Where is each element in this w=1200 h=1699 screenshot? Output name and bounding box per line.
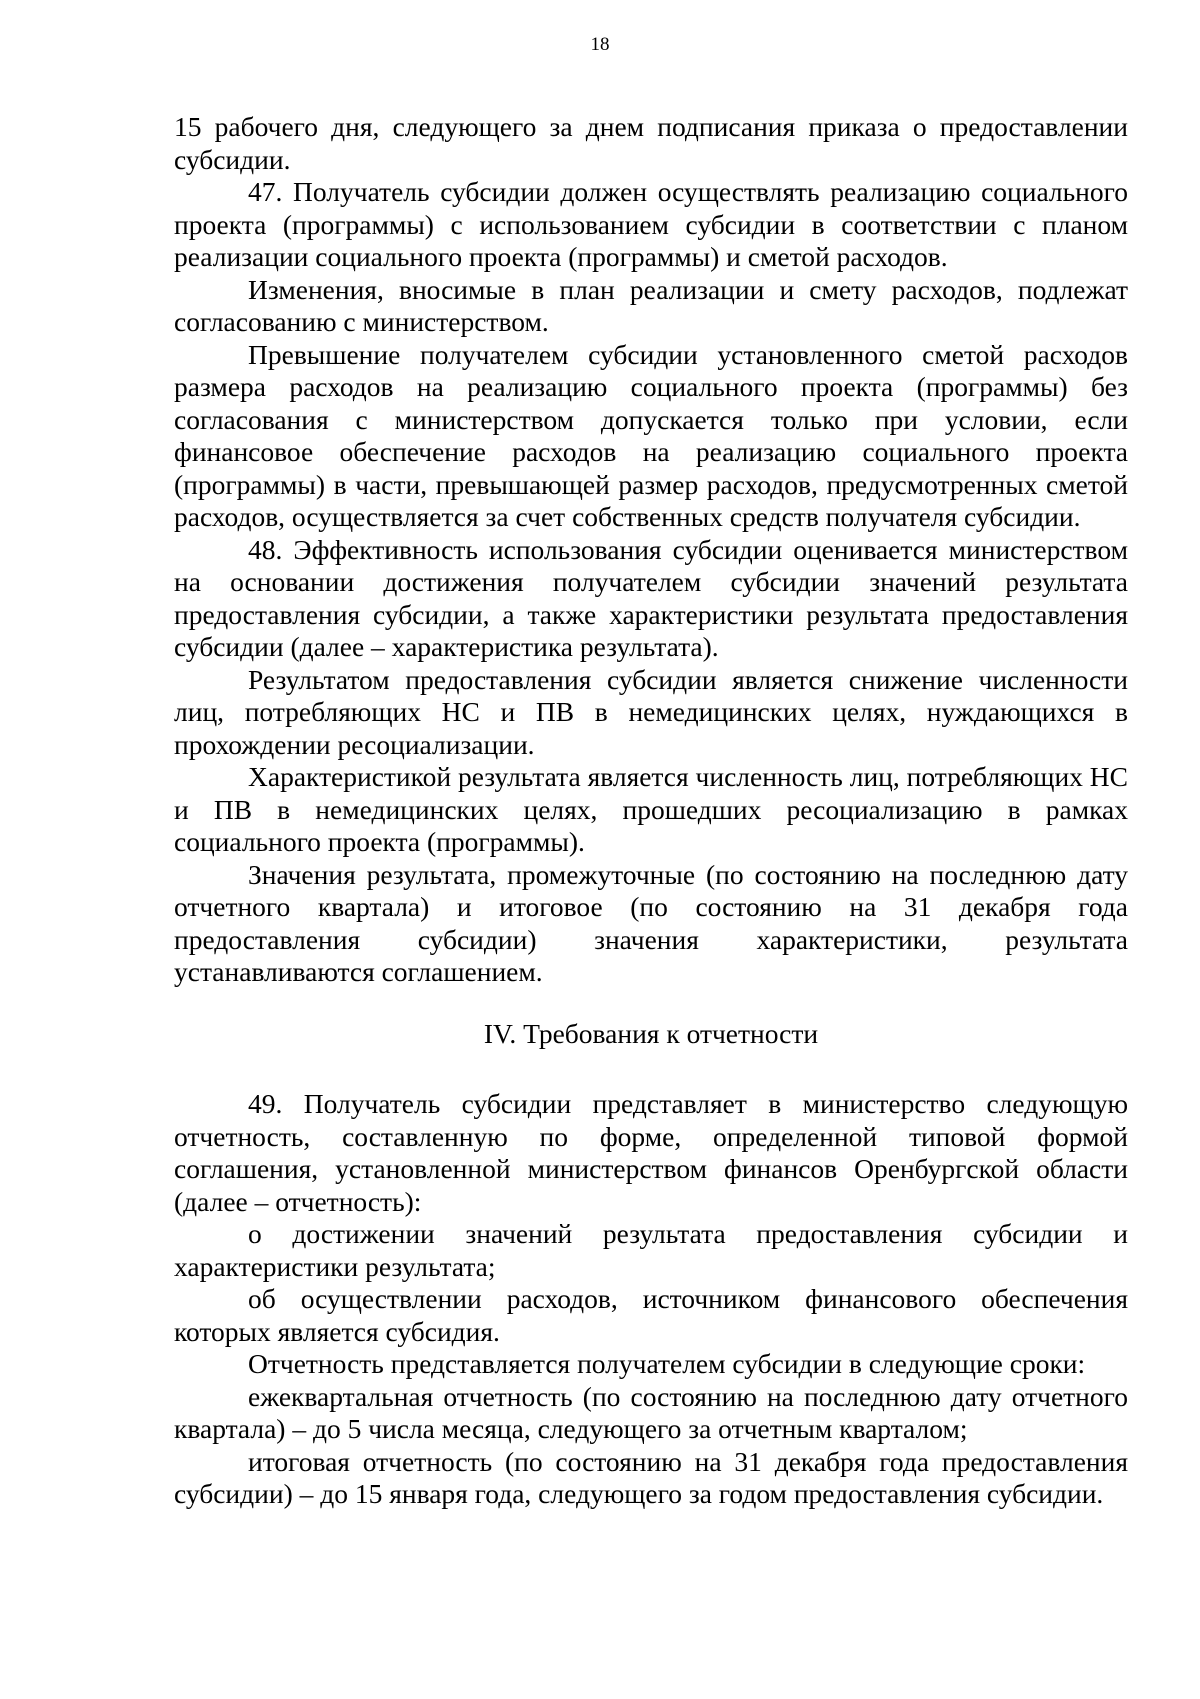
paragraph-item-48: 48. Эффективность использования субсидии оценивается министерством на основании достижения получателем субсидии значений результата предоставления субсидии, а также характеристики результата предоставления субсидии (далее – характеристика результата). [174,533,1128,662]
paragraph-result-values: Значения результата, промежуточные (по состоянию на последнюю дату отчетного квартала) и итоговое (по состоянию на 31 декабря года предоставления субсидии) значения характеристики, результата устанавливаются соглашением. [174,858,1128,987]
page-number: 18 [590,34,610,55]
paragraph-report-expenses: об осуществлении расходов, источником финансового обеспечения которых является субсидия. [174,1283,1128,1347]
paragraph-continuation: 15 рабочего дня, следующего за днем подписания приказа о предоставлении субсидии. [174,111,1128,175]
paragraph-expense-excess: Превышение получателем субсидии установленного сметой расходов размера расходов на реализацию социального проекта (программы) без согласования с министерством допускается только при условии, если финансовое обеспечение расходов на реализацию социального проекта (программы) в части, превышающей размер расходов, предусмотренных сметой расходов, осуществляется за счет собственных средств получателя субсидии. [174,338,1128,532]
paragraph-plan-changes: Изменения, вносимые в план реализации и смету расходов, подлежат согласованию с министерством. [174,273,1128,337]
paragraph-report-achievement: о достижении значений результата предоставления субсидии и характеристики результата; [174,1218,1128,1282]
paragraph-report-deadlines: Отчетность представляется получателем субсидии в следующие сроки: [248,1348,1086,1379]
paragraph-result-characteristic: Характеристикой результата является численность лиц, потребляющих НС и ПВ в немедицинских целях, прошедших ресоциализацию в рамках социального проекта (программы). [174,761,1128,857]
section-heading: IV. Требования к отчетности [483,1017,819,1049]
paragraph-quarterly-report: ежеквартальная отчетность (по состоянию на последнюю дату отчетного квартала) – до 5 числа месяца, следующего за отчетным кварталом; [174,1380,1128,1444]
paragraph-item-49: 49. Получатель субсидии представляет в министерство следующую отчетность, составленную по форме, определенной типовой формой соглашения, установленной министерством финансов Оренбургской области (далее – отчетность): [174,1088,1128,1217]
paragraph-final-report: итоговая отчетность (по состоянию на 31 декабря года предоставления субсидии) – до 15 января года, следующего за годом предоставления субсидии. [174,1445,1128,1509]
document-body [174,111,1128,1511]
paragraph-result: Результатом предоставления субсидии является снижение численности лиц, потребляющих НС и ПВ в немедицинских целях, нуждающихся в прохождении ресоциализации. [174,663,1128,760]
paragraph-item-47: 47. Получатель субсидии должен осуществлять реализацию социального проекта (программы) с использованием субсидии в соответствии с планом реализации социального проекта (программы) и сметой расходов. [174,176,1128,272]
